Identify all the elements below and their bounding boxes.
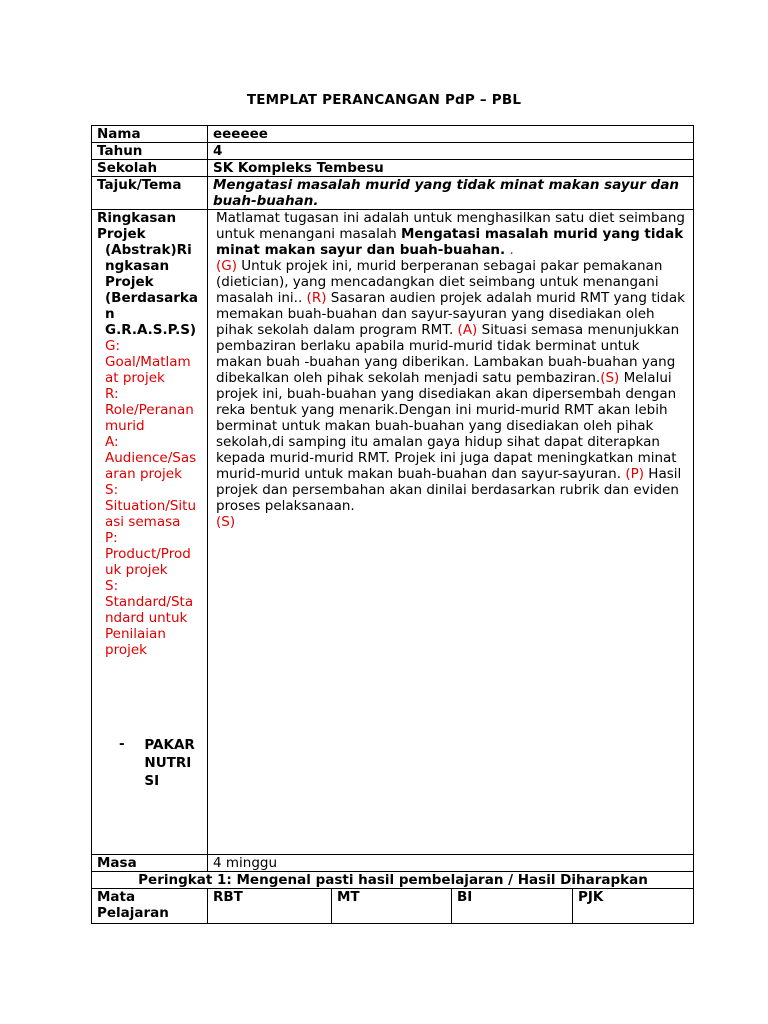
value-sekolah: SK Kompleks Tembesu [208, 160, 694, 177]
row-nama [92, 126, 694, 143]
value-tahun: 4 [208, 143, 694, 160]
ringkasan-label-4: Projek [105, 274, 154, 290]
marker-a: (A) [457, 322, 478, 338]
body-text-2: Untuk projek ini, murid berperanan sebagai pakar pemakanan (dietician), yang mencadangkan diet seimbang untuk menangani masalah ini.. [216, 258, 663, 306]
row-masa [92, 855, 694, 872]
body-text-1-bold: Mengatasi masalah murid yang tidak minat makan sayur dan buah-buahan. [216, 226, 684, 258]
grasps-line-4: Role/Peranan [105, 402, 194, 418]
body-text-1-red: . [505, 242, 514, 258]
bullet-text [144, 736, 203, 790]
marker-r: (R) [306, 290, 327, 306]
grasps-line-15: S: [105, 578, 119, 594]
ringkasan-label-0: Ringkasan [97, 210, 177, 226]
bullet-dash: - [119, 736, 125, 752]
bullet-item [97, 736, 203, 790]
ringkasan-label-6: n [105, 306, 115, 322]
grasps-line-16: Standard/Sta [105, 594, 194, 610]
body-text-5: Melalui projek ini, buah-buahan yang disediakan akan dipersembah dengan reka bentuk yang menarik.Dengan ini murid-murid RMT akan lebih berminat untuk makan buah-buahan yang disediakan oleh pihak sekolah,di samping itu amalan gaya hidup sihat dapat diterapkan kepada murid-murid RMT. Projek ini juga dapat meningkatkan minat murid-murid untuk makan buah-buahan dan sayur-sayuran. [216, 370, 677, 482]
marker-g: (G) [216, 258, 237, 274]
body-text-4: Situasi semasa menunjukkan pembaziran berlaku apabila murid-murid tidak berminat untuk makan buah -buahan yang diberikan. Lambakan buah-buahan yang dibekalkan oleh pihak sekolah menjadi satu pembaziran. [216, 322, 680, 386]
ringkasan-label-3: ngkasan [105, 258, 170, 274]
marker-p: (P) [625, 466, 645, 482]
ringkasan-label-1: Projek [97, 226, 146, 242]
body-text-6: Hasil projek dan persembahan akan dinilai berdasarkan rubrik dan eviden proses pelaksanaan. [216, 466, 682, 514]
value-masa: 4 minggu [208, 855, 694, 872]
marker-s1: (S) [600, 370, 620, 386]
subject-rbt: RBT [208, 889, 332, 924]
ringkasan-label-7: G.R.A.S.P.S) [105, 322, 197, 338]
plan-table [91, 125, 694, 924]
grasps-line-13: Product/Prod [105, 546, 191, 562]
body-text-3: Sasaran audien projek adalah murid RMT yang tidak memakan buah-buahan dan sayur-sayuran yang disediakan oleh pihak sekolah dalam program RMT. [216, 290, 685, 338]
label-nama: Nama [92, 126, 208, 143]
row-sekolah [92, 160, 694, 177]
grasps-line-7: Audience/Sas [105, 450, 197, 466]
grasps-line-14: uk projek [105, 562, 168, 578]
row-peringkat [92, 872, 694, 889]
row-ringkasan [92, 210, 694, 855]
grasps-line-2: at projek [105, 370, 165, 386]
ringkasan-label-cell [92, 210, 208, 855]
grasps-line-9: S: [105, 482, 119, 498]
grasps-line-5: murid [105, 418, 145, 434]
grasps-line-6: A: [105, 434, 119, 450]
grasps-line-1: Goal/Matlam [105, 354, 191, 370]
grasps-line-3: R: [105, 386, 119, 402]
subject-bi: BI [452, 889, 573, 924]
ringkasan-body-cell [208, 210, 694, 855]
grasps-line-8: aran projek [105, 466, 182, 482]
label-mata-pelajaran: Mata Pelajaran [92, 889, 208, 924]
grasps-line-17: ndard untuk [105, 610, 188, 626]
grasps-line-12: P: [105, 530, 118, 546]
ringkasan-label-2: (Abstrak)Ri [105, 242, 192, 258]
bullet-line-0: PAKAR [144, 737, 195, 753]
row-mata-pelajaran [92, 889, 694, 924]
bullet-line-2: SI [144, 773, 160, 789]
label-tahun: Tahun [92, 143, 208, 160]
label-sekolah: Sekolah [92, 160, 208, 177]
value-tajuk: Mengatasi masalah murid yang tidak minat makan sayur dan buah-buahan. [208, 177, 694, 210]
grasps-line-0: G: [105, 338, 121, 354]
subject-mt: MT [332, 889, 452, 924]
label-tajuk: Tajuk/Tema [92, 177, 208, 210]
subject-pjk: PJK [573, 889, 694, 924]
grasps-line-18: Penilaian [105, 626, 166, 642]
bullet-line-1: NUTRI [144, 755, 192, 771]
grasps-line-19: projek [105, 642, 147, 658]
row-tahun [92, 143, 694, 160]
body-text-1: Matlamat tugasan ini adalah untuk menghasilkan satu diet seimbang untuk menangani masalah [216, 210, 686, 242]
value-nama: eeeeee [208, 126, 694, 143]
document-title: TEMPLAT PERANCANGAN PdP – PBL [246, 92, 522, 108]
marker-s2: (S) [216, 514, 236, 530]
peringkat-heading: Peringkat 1: Mengenal pasti hasil pembelajaran / Hasil Diharapkan [92, 872, 694, 889]
row-tajuk [92, 177, 694, 210]
grasps-line-10: Situation/Situ [105, 498, 197, 514]
grasps-line-11: asi semasa [105, 514, 181, 530]
ringkasan-label-5: (Berdasarka [105, 290, 198, 306]
label-masa: Masa [92, 855, 208, 872]
